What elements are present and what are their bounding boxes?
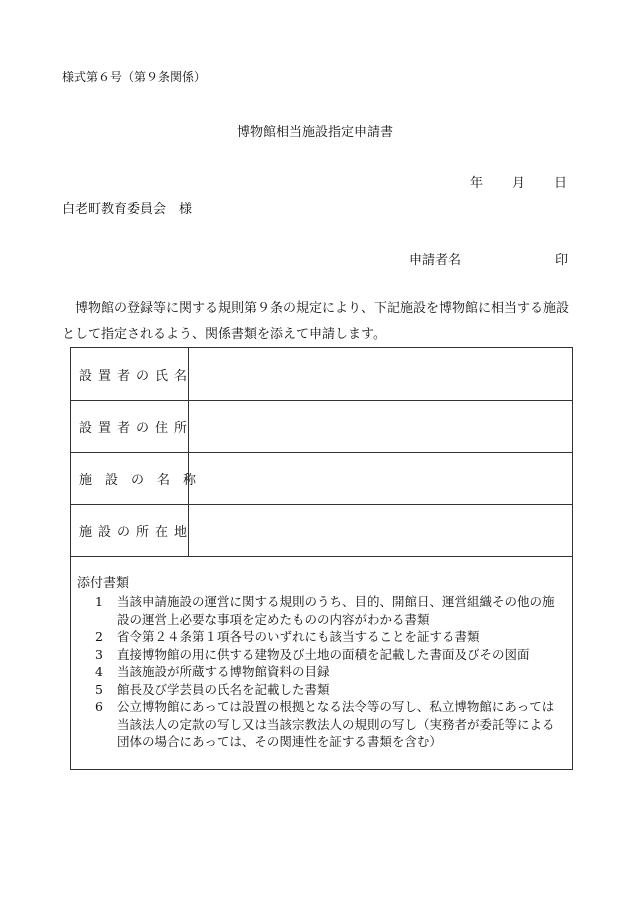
attachment-number: 6 (95, 699, 103, 714)
row-label: 設置者の住所 (71, 400, 189, 452)
founder-name-field[interactable] (190, 348, 572, 400)
row-facility-name (71, 452, 572, 505)
applicant-name-label: 申請者名 (409, 253, 462, 268)
row-label: 施設の所在地 (71, 504, 189, 556)
form-number: 様式第６号（第９条関係） (62, 70, 207, 84)
attachment-item (77, 681, 566, 699)
facility-name-field[interactable] (190, 452, 572, 504)
application-form-table (70, 347, 573, 770)
date-line (470, 172, 567, 191)
attachment-text: 公立博物館にあっては設置の根拠となる法令等の写し、私立博物館にあっては当該法人の定款の写し又は当該宗教法人の規則の写し（実務者が委託等による団体の場合にあっては、その関連性を証する書類を含む） (117, 699, 555, 749)
attachment-text: 当該施設が所蔵する博物館資料の目録 (117, 664, 330, 679)
row-founder-name (71, 348, 572, 401)
attachment-item (77, 646, 566, 664)
row-label: 設置者の氏名 (71, 348, 189, 400)
facility-location-field[interactable] (190, 504, 572, 556)
document-title: 博物館相当施設指定申請書 (236, 125, 393, 140)
application-statement: 博物館の登録等に関する規則第９条の規定により、下記施設を博物館に相当する施設として指定されるよう、関係書類を添えて申請します。 (62, 301, 570, 342)
attachments-heading: 添付書類 (77, 576, 130, 591)
attachment-number: 1 (95, 594, 103, 609)
row-founder-address (71, 400, 572, 453)
attachment-number: 2 (95, 629, 103, 644)
seal-mark: 印 (555, 253, 569, 268)
attachment-item (77, 593, 566, 628)
attachment-number: 4 (95, 664, 103, 679)
date-year: 年 (470, 176, 484, 191)
attachment-number: 3 (95, 646, 103, 662)
date-day: 日 (554, 176, 568, 191)
attachment-item (77, 698, 566, 751)
attachment-text: 省令第２４条第１項各号のいずれにも該当することを証する書類 (117, 629, 480, 644)
attachment-text: 館長及び学芸員の氏名を記載した書類 (117, 681, 330, 697)
attachment-item (77, 663, 566, 681)
attachment-number: 5 (95, 681, 103, 697)
attachments-section (71, 558, 572, 751)
attachment-text: 直接博物館の用に供する建物及び土地の面積を記載した書面及びその図面 (117, 646, 530, 662)
attachment-item (77, 628, 566, 646)
row-label: 施 設 の 名 称 (71, 452, 189, 504)
date-month: 月 (512, 176, 526, 191)
row-facility-location (71, 504, 572, 557)
attachment-text: 当該申請施設の運営に関する規則のうち、目的、開館日、運営組織その他の施設の運営上必要な事項を定めたものの内容がわかる書類 (117, 594, 555, 627)
founder-address-field[interactable] (190, 400, 572, 452)
addressee: 白老町教育委員会 様 (62, 202, 193, 217)
